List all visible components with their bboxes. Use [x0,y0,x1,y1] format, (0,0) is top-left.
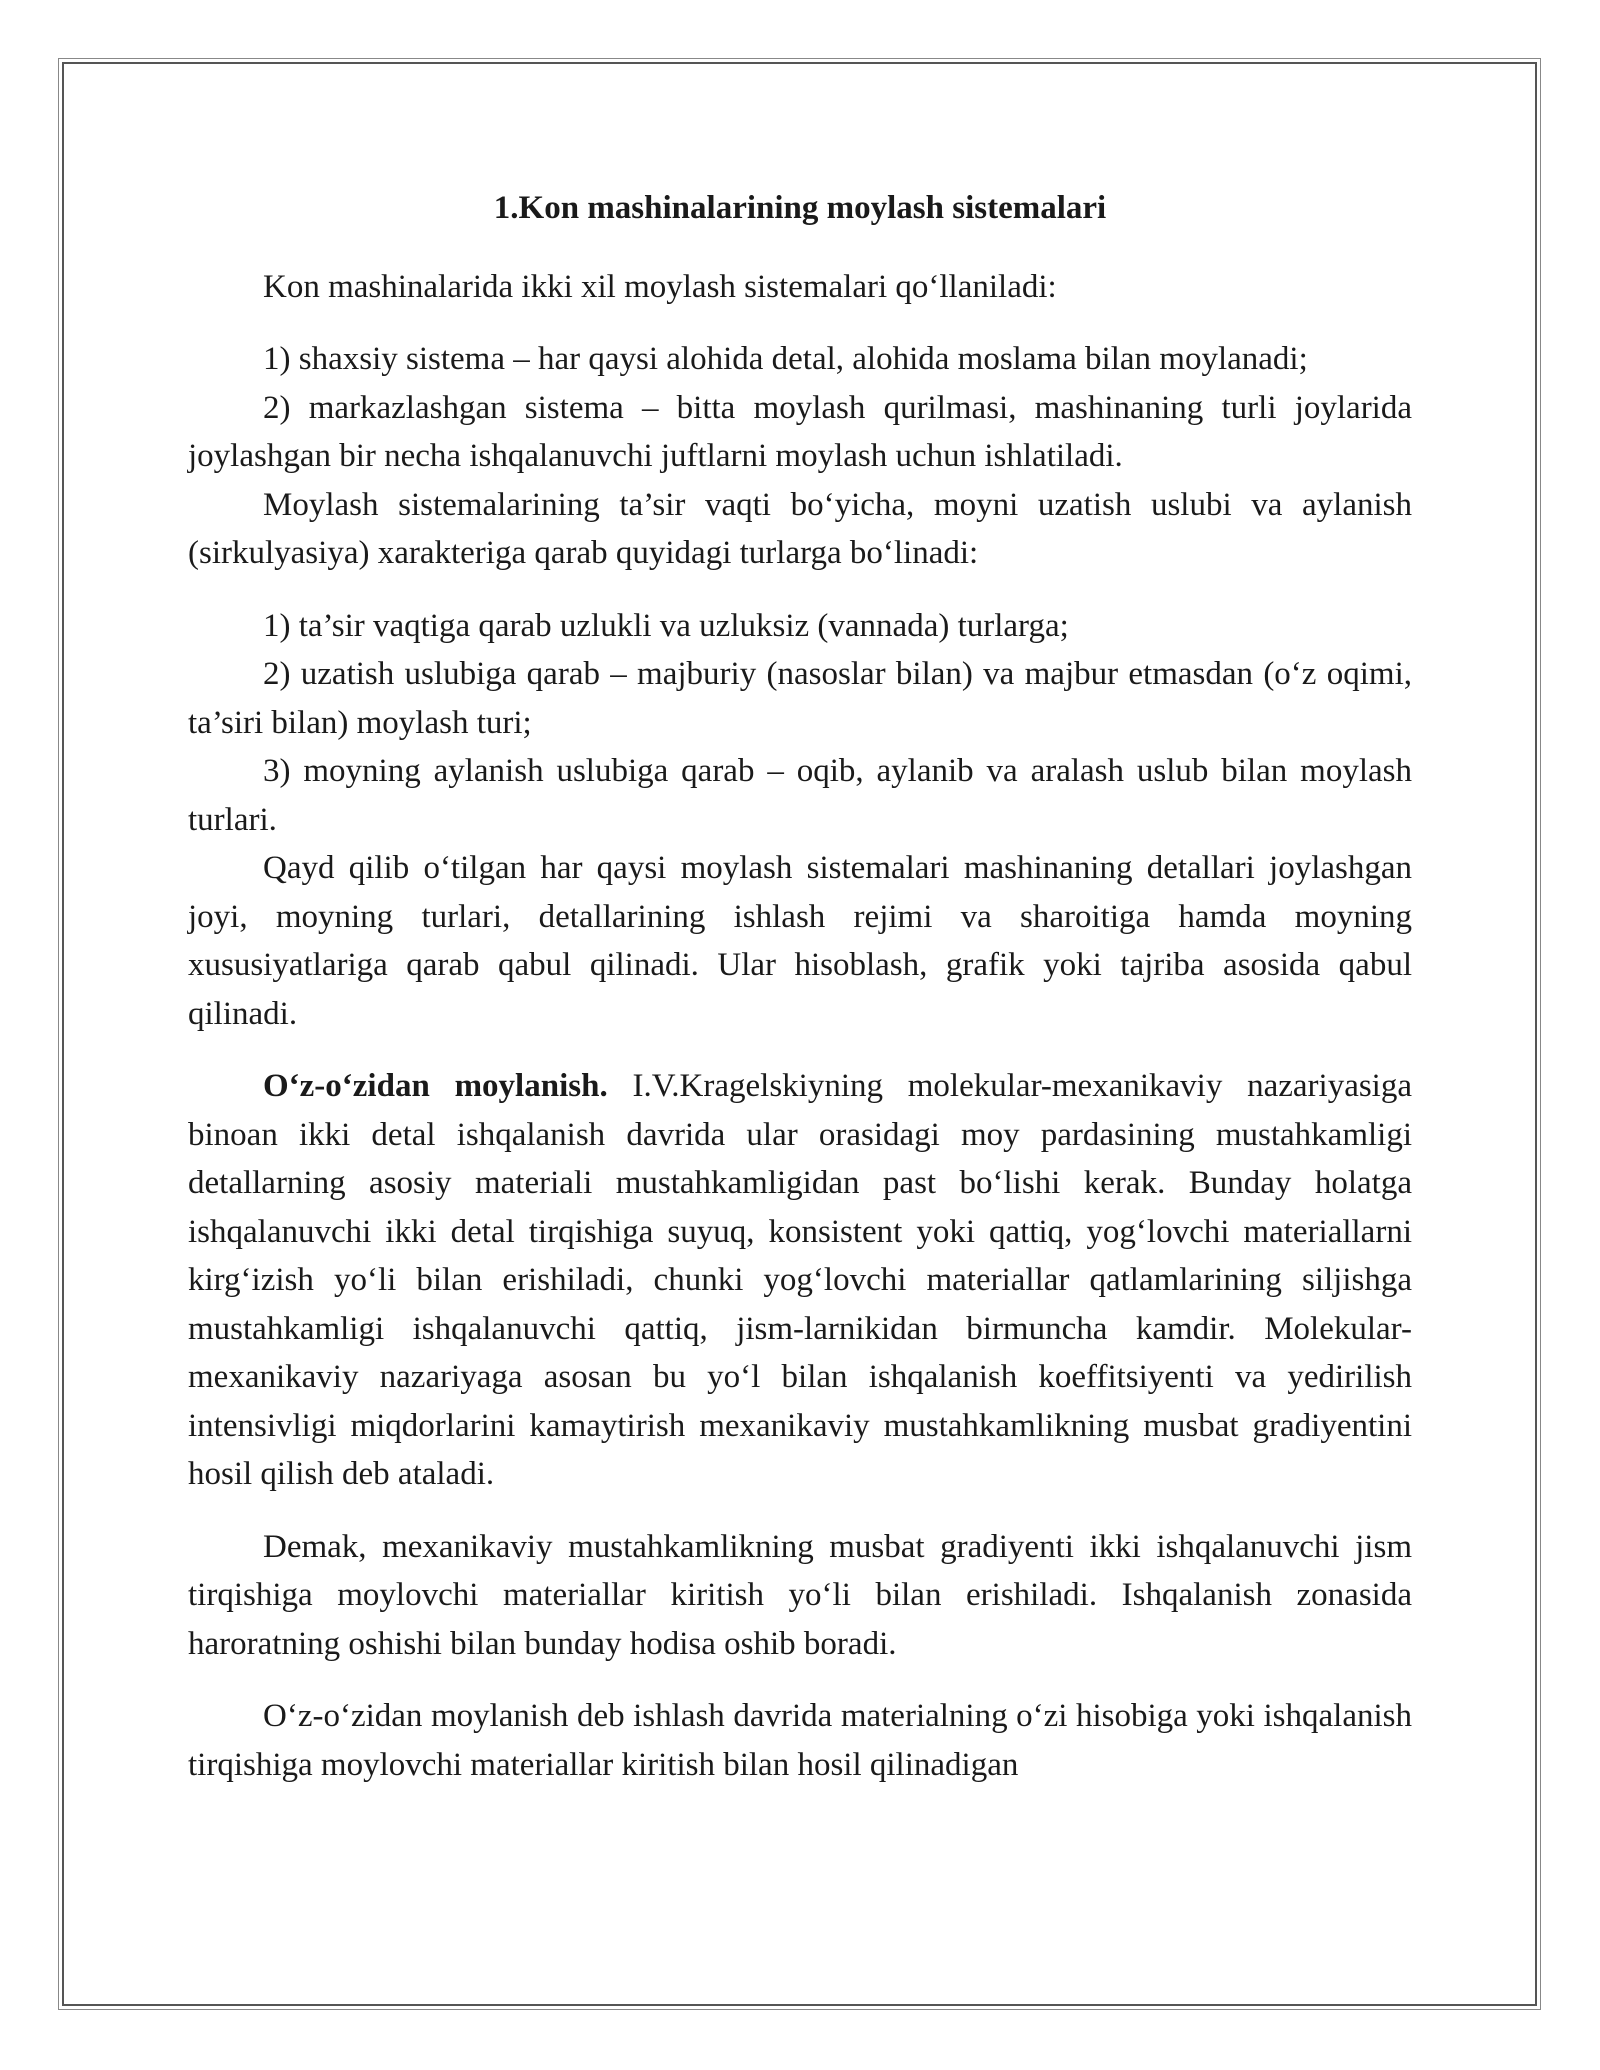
self-lubrication-paragraph [188,1062,1412,1499]
last-paragraph: O‘z-o‘zidan moylanish deb ishlash davrida materialning o‘zi hisobiga yoki ishqalanish tirqishiga moylovchi materiallar kiritish bilan hosil qilinadigan [188,1698,1412,1783]
qayd-paragraph: Qayd qilib o‘tilgan har qaysi moylash sistemalari mashinaning detallari joylashgan joyi, moyning turlari, detallarining ishlash rejimi va sharoitiga hamda moyning xususiyatlariga qarab qabul qilinadi. Ular hisoblash, grafik yoki tajriba asosida qabul qilinadi. [188,850,1412,1032]
list1-item-2: 2) markazlashgan sistema – bitta moylash qurilmasi, mashinaning turli joylarida joylashgan bir necha ishqalanuvchi juftlarni moylash uchun ishlatiladi. [188,389,1412,474]
list2-item-1: 1) ta’sir vaqtiga qarab uzlukli va uzluksiz (vannada) turlarga; [263,607,1069,644]
intro-paragraph: Kon mashinalarida ikki xil moylash sistemalari qo‘llaniladi: [263,268,1057,305]
list2-item-2: 2) uzatish uslubiga qarab – majburiy (nasoslar bilan) va majbur etmasdan (o‘z oqimi, ta’siri bilan) moylash turi; [188,656,1412,741]
document-body [188,180,1412,1789]
list2-item-3: 3) moyning aylanish uslubiga qarab – oqib, aylanib va aralash uslub bilan moylash turlari. [188,753,1412,838]
section-title: 1.Kon mashinalarining moylash sistemalari [493,190,1107,226]
list1-item-1: 1) shaxsiy sistema – har qaysi alohida detal, alohida moslama bilan moylanadi; [263,341,1308,377]
self-lubrication-text: I.V.Kragelskiyning molekular-mexanikaviy nazariyasiga binoan ikki detal ishqalanish davrida ular orasidagi moy pardasining mustahkamligi detallarning asosiy materiali mustahkamligidan past bo‘lishi kerak. Bunday holatga ishqalanuvchi ikki detal tirqishiga suyuq, konsistent yoki qattiq, yog‘lovchi materiallarni kirg‘izish yo‘li bilan erishiladi, chunki yog‘lovchi materiallar qatlamlarining siljishga mustahkamligi ishqalanuvchi qattiq, jism-larnikidan birmuncha kamdir. Molekular-mexanikaviy nazariyaga asosan bu yo‘l bilan ishqalanish koeffitsiyenti va yedirilish intensivligi miqdorlarini kamaytirish mexanikaviy mustahkamlikning musbat gradiyentini hosil qilish deb ataladi. [188,1068,1412,1492]
classification-paragraph: Moylash sistemalarining ta’sir vaqti bo‘yicha, moyni uzatish uslubi va aylanish (sirkulyasiya) xarakteriga qarab quyidagi turlarga bo‘linadi: [188,486,1412,571]
self-lubrication-heading: O‘z-o‘zidan moylanish. [263,1068,608,1104]
demak-paragraph: Demak, mexanikaviy mustahkamlikning musbat gradiyenti ikki ishqalanuvchi jism tirqishiga moylovchi materiallar kiritish yo‘li bilan erishiladi. Ishqalanish zonasida haroratning oshishi bilan bunday hodisa oshib boradi. [188,1528,1412,1662]
